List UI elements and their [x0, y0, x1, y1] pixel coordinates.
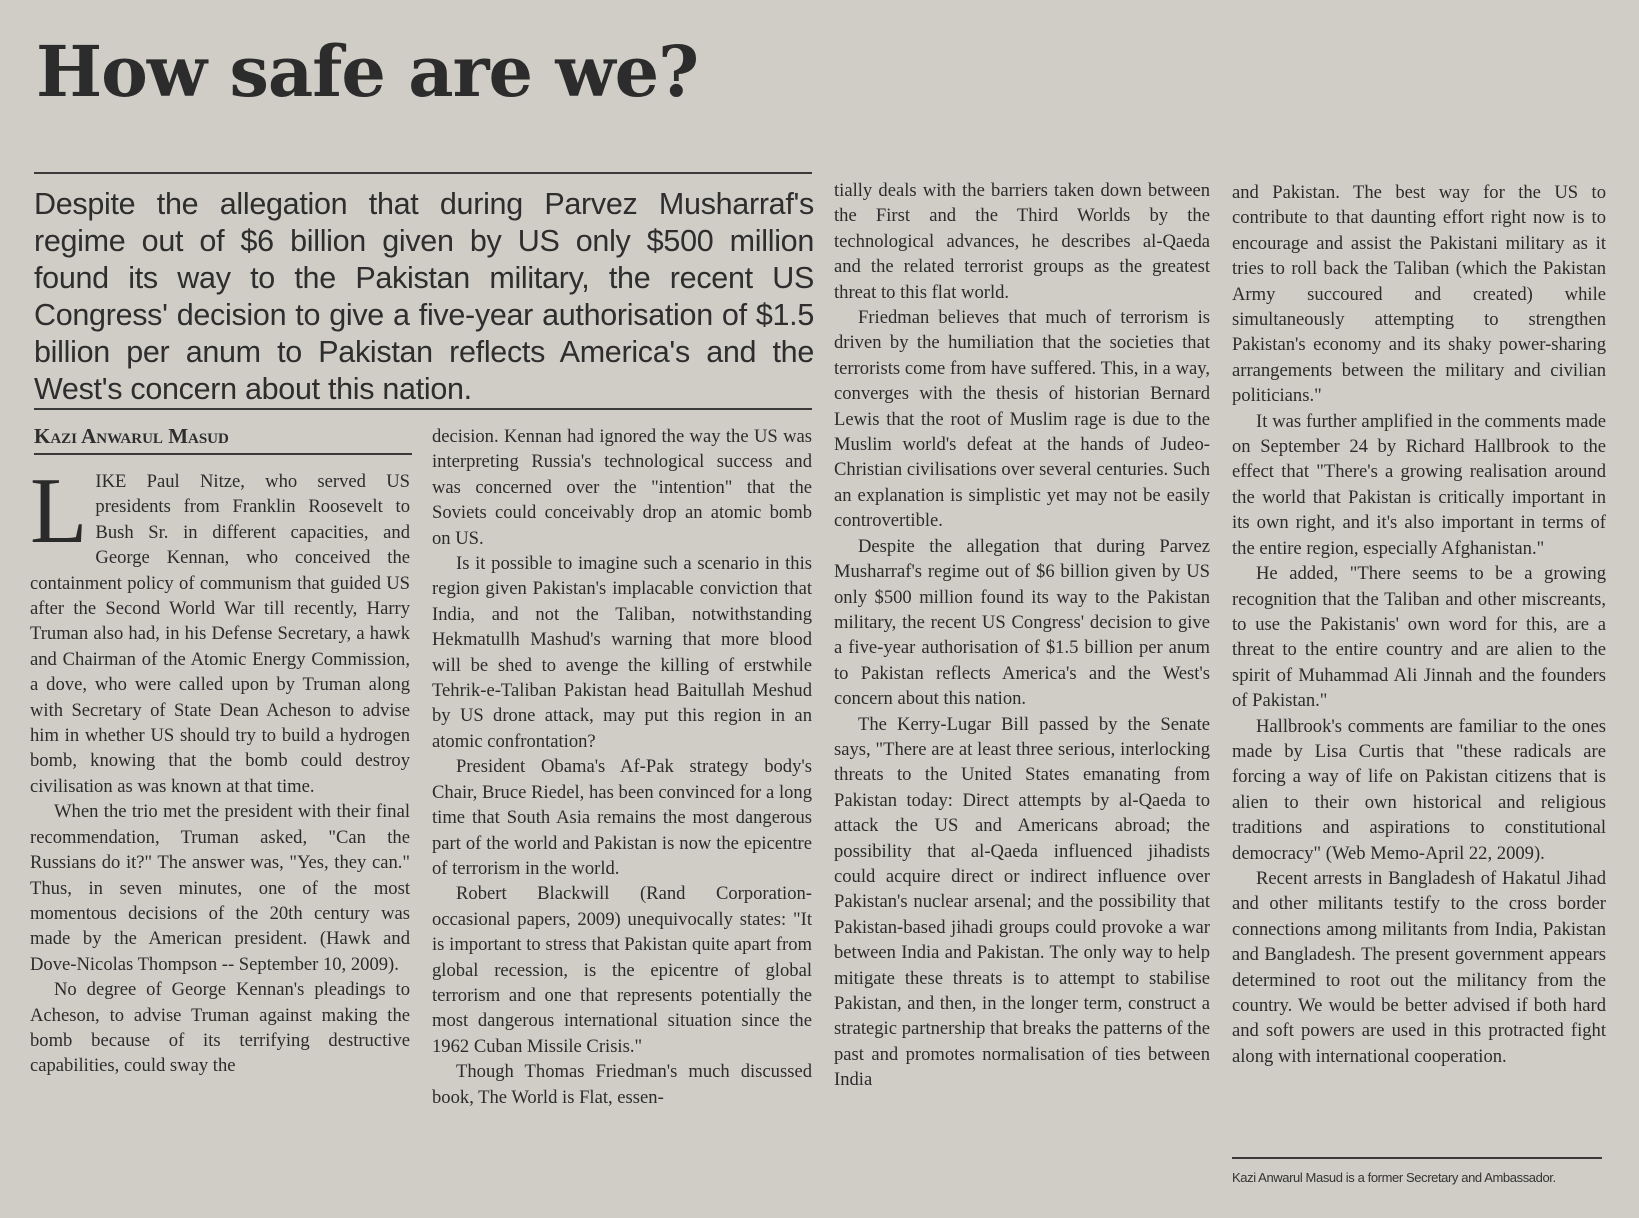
paragraph: Hallbrook's comments are familiar to the ones made by Lisa Curtis that "these radicals are forcing a way of life on Pakistan citizens that is alien to their own historical and religious traditions and aspirations to constitutional democracy" (Web Memo-April 22, 2009).: [1232, 715, 1606, 864]
paragraph: When the trio met the president with their final recommendation, Truman asked, "Can the Russians do it?" The answer was, "Yes, they can." Thus, in seven minutes, one of the most momentous decisions of the 20th century was made by the American president. (Hawk and Dove-Nicolas Thompson -- September 10, 2009).: [30, 801, 410, 975]
paragraph: tially deals with the barriers taken down between the First and the Third Worlds by the technological advances, he describes al-Qaeda and the related terrorist groups as the greatest threat to this flat world.: [834, 180, 1210, 303]
paragraph: Friedman believes that much of terrorism is driven by the humiliation that the societies that terrorists come from have suffered. This, in a way, converges with the thesis of historian Bernard Lewis that the root of Muslim rage is due to the Muslim world's defeat at the hands of Judeo-Christian civilisations over several centuries. Such an explanation is simplistic yet may not be easily controvertible.: [834, 307, 1210, 532]
paragraph: President Obama's Af-Pak strategy body's Chair, Bruce Riedel, has been convinced for a long time that South Asia remains the most dangerous part of the world and Pakistan is now the epicentre of terrorism in the world.: [432, 756, 812, 879]
paragraph: Robert Blackwill (Rand Corporation-occasional papers, 2009) unequivocally states: "It is important to stress that Pakistan quite apart from global recession, is the epicentre of global terrorism and one that represents potentially the most dangerous international situation since the 1962 Cuban Missile Crisis.": [432, 883, 812, 1057]
standfirst-bottom-rule: [34, 408, 812, 410]
paragraph: He added, "There seems to be a growing recognition that the Taliban and other miscreants, to use the Pakistanis' own word for this, are a threat to the entire country and are alien to the spirit of Muhammad Ali Jinnah and the founders of Pakistan.": [1232, 563, 1606, 712]
paragraph: The Kerry-Lugar Bill passed by the Senate says, "There are at least three serious, interlocking threats to the United States emanating from Pakistan today: Direct attempts by al-Qaeda to attack the US and Americans abroad; the possibility that al-Qaeda influenced jihadists could acquire direct or indirect influence over Pakistan's nuclear arsenal; and the possibility that Pakistan-based jihadi groups could provoke a war between India and Pakistan. The only way to help mitigate these threats is to attempt to stabilise Pakistan, and then, in the longer term, construct a strategic partnership that breaks the patterns of the past and promotes normalisation of ties between India: [834, 713, 1210, 1091]
column-1: [30, 459, 410, 1079]
author-bio-rule: [1232, 1157, 1602, 1159]
paragraph-text: IKE Paul Nitze, who served US presidents from Franklin Roosevelt to Bush Sr. in different capacities, and George Kennan, who conceived the containment policy of communism that guided US after the Second World War till recently, Harry Truman also had, in his Defense Secretary, a hawk and Chairman of the Atomic Energy Commission, a dove, who were called upon by Truman along with Secretary of State Dean Acheson to advise him in whether US should try to build a hydrogen bomb, knowing that the bomb could destroy civilisation as was known at that time.: [30, 471, 410, 797]
paragraph: [30, 459, 410, 799]
byline: Kazi Anwarul Masud: [34, 424, 412, 455]
paragraph: decision. Kennan had ignored the way the US was interpreting Russia's technological success and was concerned over the "intention" that the Soviets could conceivably drop an atomic bomb on US.: [432, 426, 812, 549]
standfirst: Despite the allegation that during Parvez Musharraf's regime out of $6 billion given by US only $500 million found its way to the Pakistan military, the recent US Congress' decision to give a five-year authorisation of $1.5 billion per anum to Pakistan reflects America's and the West's concern about this nation.: [34, 187, 814, 406]
paragraph: Is it possible to imagine such a scenario in this region given Pakistan's implacable conviction that India, and not the Taliban, notwithstanding Hekmatullh Mashud's warning that more blood will be shed to avenge the killing of erstwhile Tehrik-e-Taliban Pakistan head Baitullah Meshud by US drone attack, may put this region in an atomic confrontation?: [432, 553, 812, 752]
author-bio: Kazi Anwarul Masud is a former Secretary and Ambassador.: [1232, 1170, 1556, 1185]
paragraph: Though Thomas Friedman's much discussed book, The World is Flat, essen-: [432, 1061, 812, 1108]
column-2: [432, 424, 812, 1110]
column-4: [1232, 180, 1606, 1069]
paragraph: Despite the allegation that during Parvez Musharraf's regime out of $6 billion given by US only $500 million found its way to the Pakistan military, the recent US Congress' decision to give a five-year authorisation of $1.5 billion per anum to Pakistan reflects America's and the West's concern about this nation.: [834, 535, 1210, 710]
paragraph: Recent arrests in Bangladesh of Hakatul Jihad and other militants testify to the cross border connections among militants from India, Pakistan and Bangladesh. The present government appears determined to root out the militancy from the country. We would be better advised if both hard and soft powers are used in this protracted fight along with international cooperation.: [1232, 867, 1606, 1067]
paragraph: No degree of George Kennan's pleadings to Acheson, to advise Truman against making the bomb because of its terrifying destructive capabilities, could sway the: [30, 979, 410, 1077]
headline: How safe are we?: [36, 30, 699, 113]
drop-cap: L: [30, 459, 88, 563]
paragraph: It was further amplified in the comments made on September 24 by Richard Hallbrook to the effect that "There's a growing realisation around the world that Pakistan is critically important in its own right, and it's also important in terms of the entire region, especially Afghanistan.": [1232, 410, 1606, 559]
paragraph: and Pakistan. The best way for the US to contribute to that daunting effort right now is to encourage and assist the Pakistani military as it tries to roll back the Taliban (which the Pakistan Army succoured and created) while simultaneously attempting to strengthen Pakistan's economy and its shaky power-sharing arrangements between the military and civilian politicians.": [1232, 182, 1606, 407]
column-3: [834, 178, 1210, 1093]
top-rule: [34, 172, 812, 174]
